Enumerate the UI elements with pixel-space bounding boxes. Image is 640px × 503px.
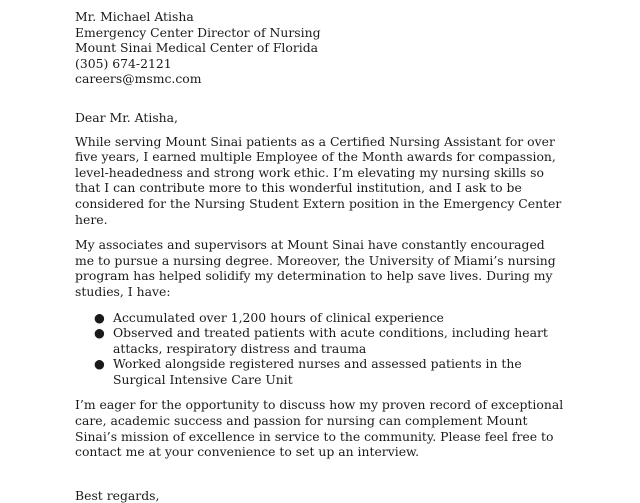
recipient-organization: Mount Sinai Medical Center of Florida xyxy=(75,40,319,56)
list-item-text: Observed and treated patients with acute conditions, including heart attacks, respiratory distress and trauma xyxy=(113,325,548,356)
list-item xyxy=(75,310,565,326)
bullet-icon: ● xyxy=(94,325,105,341)
list-item-text: Worked alongside registered nurses and assessed patients in the Surgical Intensive Care Unit xyxy=(113,356,522,387)
achievement-list xyxy=(75,310,565,388)
paragraph-background: My associates and supervisors at Mount Sinai have constantly encouraged me to pursue a nursing degree. Moreover, the University of Miami’s nursing program has helped solidify my determination to help save lives. During my studies, I have: xyxy=(75,237,556,299)
bullet-icon: ● xyxy=(94,356,105,372)
list-item xyxy=(75,325,565,356)
recipient-name: Mr. Michael Atisha xyxy=(75,9,194,24)
cover-letter xyxy=(75,9,565,503)
bullet-icon: ● xyxy=(94,309,105,325)
paragraph-closing: I’m eager for the opportunity to discuss how my proven record of exceptional care, academic success and passion for nursing can complement Mount Sinai’s mission of excellence in service to the community. Please feel free to contact me at your convenience to set up an interview. xyxy=(75,397,564,460)
salutation: Dear Mr. Atisha, xyxy=(75,109,178,125)
list-item-text: Accumulated over 1,200 hours of clinical experience xyxy=(113,309,444,325)
list-item xyxy=(75,356,565,387)
recipient-phone: (305) 674-2121 xyxy=(75,55,172,71)
recipient-email: careers@msmc.com xyxy=(75,71,202,87)
closing-signoff: Best regards, xyxy=(75,487,160,503)
paragraph-intro: While serving Mount Sinai patients as a Certified Nursing Assistant for over five years, I earned multiple Employee of the Month awards for compassion, level-headedness and strong work ethic. I’m elevating my nursing skills so that I can contribute more to this wonderful institution, and I ask to be considered for the Nursing Student Extern position in the Emergency Center here. xyxy=(75,133,562,227)
recipient-address-block xyxy=(75,9,565,87)
recipient-title: Emergency Center Director of Nursing xyxy=(75,24,321,40)
